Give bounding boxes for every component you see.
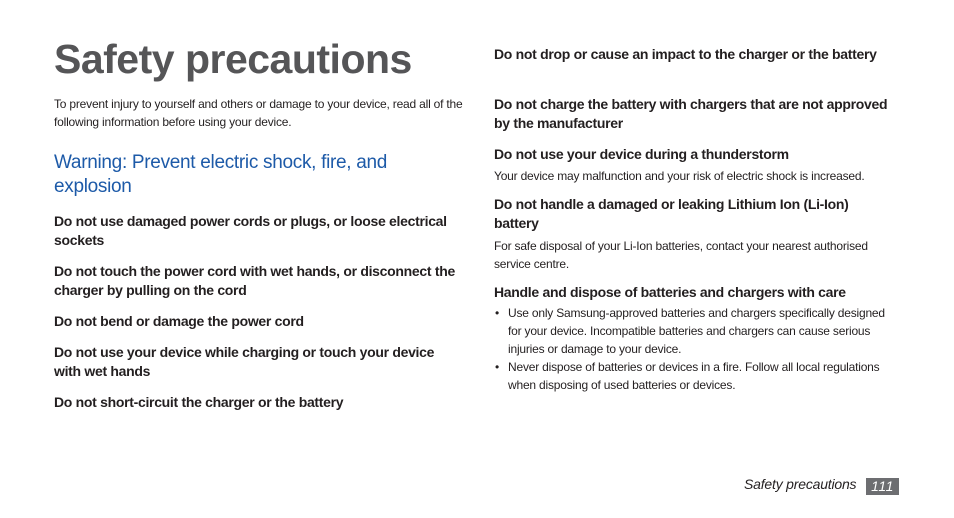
right-item-drop-impact: Do not drop or cause an impact to the charger or the battery xyxy=(494,46,877,62)
right-item-leaking-battery: Do not handle a damaged or leaking Lithium Ion (Li-Ion) battery xyxy=(494,196,849,231)
right-item-thunderstorm: Do not use your device during a thunderstorm xyxy=(494,146,789,162)
right-item-thunderstorm-body: Your device may malfunction and your risk of electric shock is increased. xyxy=(494,169,865,183)
left-item-short-circuit: Do not short-circuit the charger or the battery xyxy=(54,394,344,410)
right-item-unapproved-chargers: Do not charge the battery with chargers that are not approved by the manufacturer xyxy=(494,96,888,131)
bullet-list xyxy=(494,304,894,394)
list-item xyxy=(494,304,894,358)
left-item-charging-wet-hands: Do not use your device while charging or touch your device with wet hands xyxy=(54,344,435,379)
right-item-handle-dispose: Handle and dispose of batteries and chargers with care xyxy=(494,284,846,300)
page-number-badge: 111 xyxy=(866,478,899,495)
intro-paragraph: To prevent injury to yourself and others or damage to your device, read all of the following information before using your device. xyxy=(54,97,463,129)
section-heading-warning: Warning: Prevent electric shock, fire, and explosion xyxy=(54,152,388,197)
right-item-leaking-battery-body: For safe disposal of your Li-Ion batteries, contact your nearest authorised service centre. xyxy=(494,239,868,271)
bullet-icon: • xyxy=(495,306,500,320)
left-item-wet-hands-cord: Do not touch the power cord with wet hands, or disconnect the charger by pulling on the cord xyxy=(54,263,455,298)
bullet-icon: • xyxy=(495,360,500,374)
footer-section-name: Safety precautions xyxy=(744,476,857,492)
left-item-damaged-cords: Do not use damaged power cords or plugs, or loose electrical sockets xyxy=(54,213,447,248)
list-item xyxy=(494,358,894,394)
left-item-bend-cord: Do not bend or damage the power cord xyxy=(54,313,304,329)
bullet-text: Never dispose of batteries or devices in a fire. Follow all local regulations when disposing of used batteries or devices. xyxy=(508,360,880,392)
bullet-text: Use only Samsung-approved batteries and chargers specifically designed for your device. Incompatible batteries and chargers can cause serious injuries or damage to your device. xyxy=(508,306,885,356)
page-title: Safety precautions xyxy=(54,36,412,82)
